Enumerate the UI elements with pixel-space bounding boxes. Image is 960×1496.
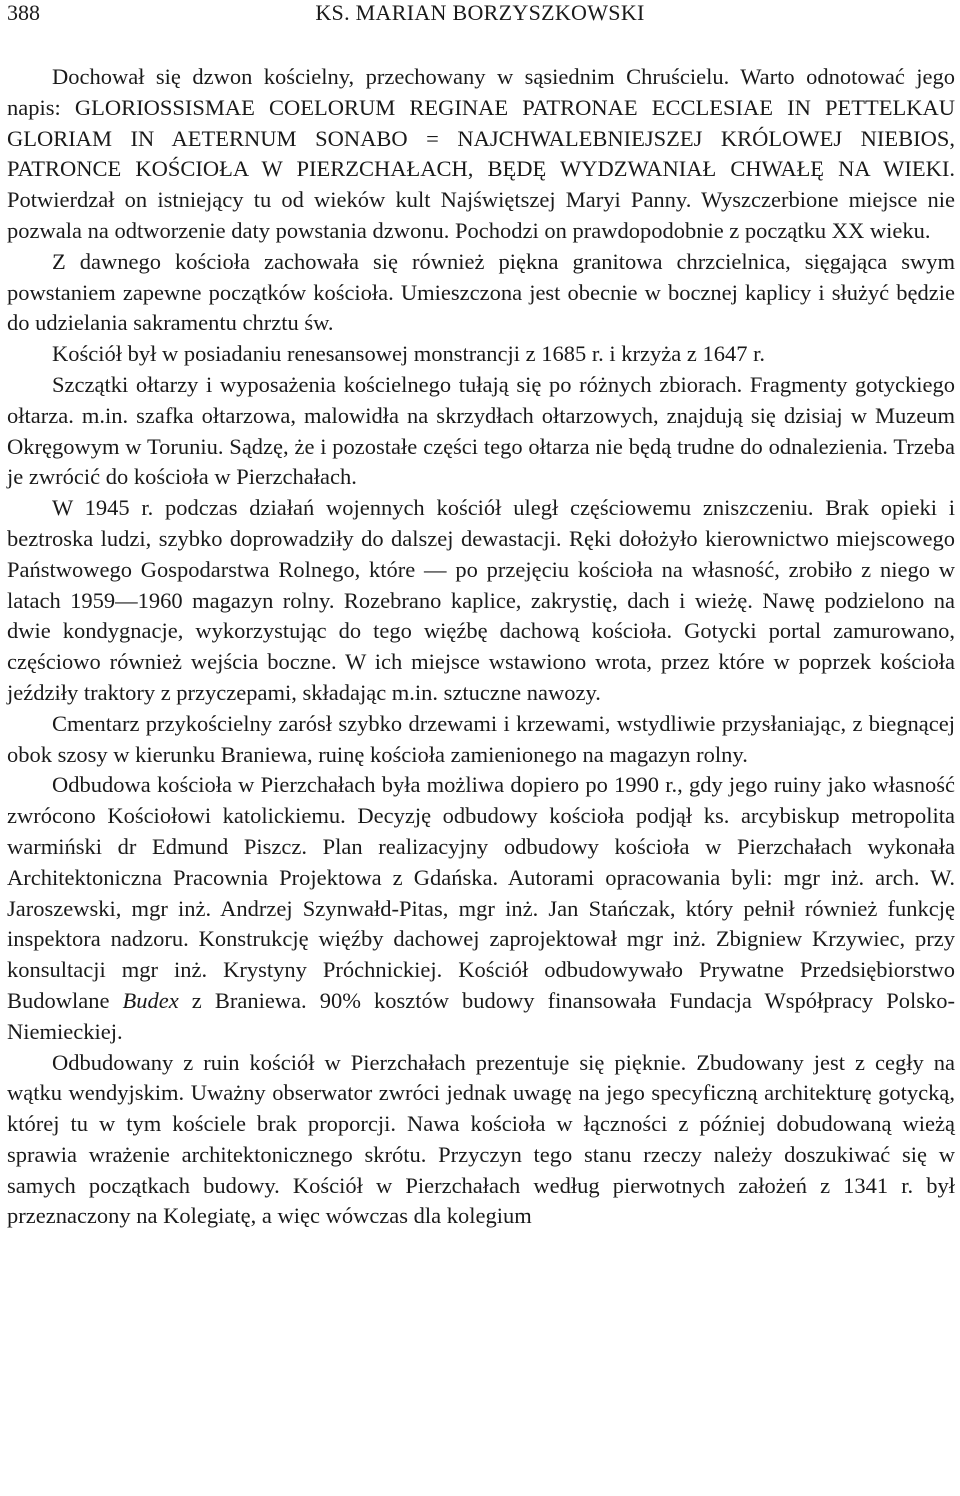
paragraph-baptismal-font: Z dawnego kościoła zachowała się również piękna granitowa chrzcielnica, sięgająca swym powstaniem zapewne początków kościoła. Umieszczona jest obecnie w bocznej kaplicy i służyć będzie do udzielania sakramentu chrztu św.	[7, 248, 955, 336]
page-body	[7, 62, 955, 1232]
paragraph-reconstruction	[7, 770, 955, 1047]
page-header	[0, 0, 960, 30]
paragraph-cemetery: Cmentarz przykościelny zarósł szybko drzewami i krzewami, wstydliwie przysłaniając, z biegnącej obok szosy w kierunku Braniewa, ruinę kościoła zamienionego na magazyn rolny.	[7, 710, 955, 767]
builder-text-before: Kościół odbudowywało Prywatne Przedsiębiorstwo Budowlane	[7, 957, 955, 1013]
paragraph-war-damage: W 1945 r. podczas działań wojennych kościół uległ częściowemu zniszczeniu. Brak opieki i beztroska ludzi, szybko doprowadziły do dalszej dewastacji. Ręki dołożyło kierownictwo miejscowego Państwowego Gospodarstwa Rolnego, które — po przejęciu kościoła na własność, zrobiło z niego w latach 1959—1960 magazyn rolny. Rozebrano kaplice, zakrystię, dach i wieżę. Nawę podzielono na dwie kondygnacje, wykorzystując do tego więźbę dachową kościoła. Gotycki portal zamurowano, częściowo również wejścia boczne. W ich miejsce wstawiono wrota, przez które w poprzek kościoła jeździły traktory z przyczepami, składając m.in. sztuczne nawozy.	[7, 495, 955, 705]
funding-sentence: 90% kosztów budowy finansowała Fundacja Współpracy Polsko-Niemieckiej.	[7, 987, 955, 1044]
paragraph-architecture: Odbudowany z ruin kościół w Pierzchałach prezentuje się pięknie. Zbudowany jest z cegły na wątku wendyjskim. Uważny obserwator zwróci jednak uwagę na jego specyficzną architekturę gotycką, której tu w tym kościele brak proporcji. Nawa kościoła w łączności z później dobudowaną wieżą sprawia wrażenie architektonicznego skrótu. Przyczyn tego stanu rzeczy należy doszukiwać się w samych początkach budowy. Kościół w Pierzchałach według pierwotnych założeń z 1341 r. był przeznaczony na Kolegiatę, a więc wówczas dla kolegium	[7, 1049, 955, 1229]
running-head: KS. MARIAN BORZYSZKOWSKI	[315, 0, 645, 25]
reconstruction-text: Odbudowa kościoła w Pierzchałach była możliwa dopiero po 1990 r., gdy jego ruiny jako własność zwrócono Kościołowi katolickiemu. Decyzję odbudowy kościoła podjął ks. arcybiskup metropolita warmiński dr Edmund Piszcz. Plan realizacyjny odbudowy kościoła w Pierzchałach wykonała Architektoniczna Pracownia Projektowa z Gdańska. Autorami opracowania byli: mgr inż. arch. W. Jaroszewski, mgr inż. Andrzej Szynwałd-Pitas, mgr inż. Jan Stańczak, który pełnił również funkcję inspektora nadzoru. Konstrukcję więźby dachowej zaprojektował mgr inż. Zbigniew Krzywiec, przy konsultacji mgr inż. Krystyny Próchnickiej.	[7, 772, 955, 983]
paragraph-monstrance: Kościół był w posiadaniu renesansowej monstrancji z 1685 r. i krzyża z 1647 r.	[52, 341, 765, 367]
paragraph-altar-fragments: Szczątki ołtarzy i wyposażenia kościelnego tułają się po różnych zbiorach. Fragmenty gotyckiego ołtarza. m.in. szafka ołtarzowa, malowidła na skrzydłach ołtarzowych, znajdują się dzisiaj w Muzeum Okręgowym w Toruniu. Sądzę, że i pozostałe części tego ołtarza nie będą trudne do odnalezienia. Trzeba je zwrócić do kościoła w Pierzchałach.	[7, 371, 955, 490]
builder-company-name: Budex	[122, 987, 179, 1013]
builder-text-after: z Braniewa.	[178, 987, 307, 1013]
page-number: 388	[7, 0, 40, 25]
paragraph-bell: Dochował się dzwon kościelny, przechowany w sąsiednim Chruścielu. Warto odnotować jego napis: GLORIOSSISMAE COELORUM REGINAE PATRONAE ECCLESIAE IN PETTELKAU GLORIAM IN AETERNUM SONABO = NAJCHWALEBNIEJSZEJ KRÓLOWEJ NIEBIOS, PATRONCE KOŚCIOŁA W PIERZCHAŁACH, BĘDĘ WYDZWANIAŁ CHWAŁĘ NA WIEKI. Potwierdzał on istniejący tu od wieków kult Najświętszej Maryi Panny. Wyszczerbione miejsce nie pozwala na odtworzenie daty powstania dzwonu. Pochodzi on prawdopodobnie z początku XX wieku.	[7, 64, 955, 243]
